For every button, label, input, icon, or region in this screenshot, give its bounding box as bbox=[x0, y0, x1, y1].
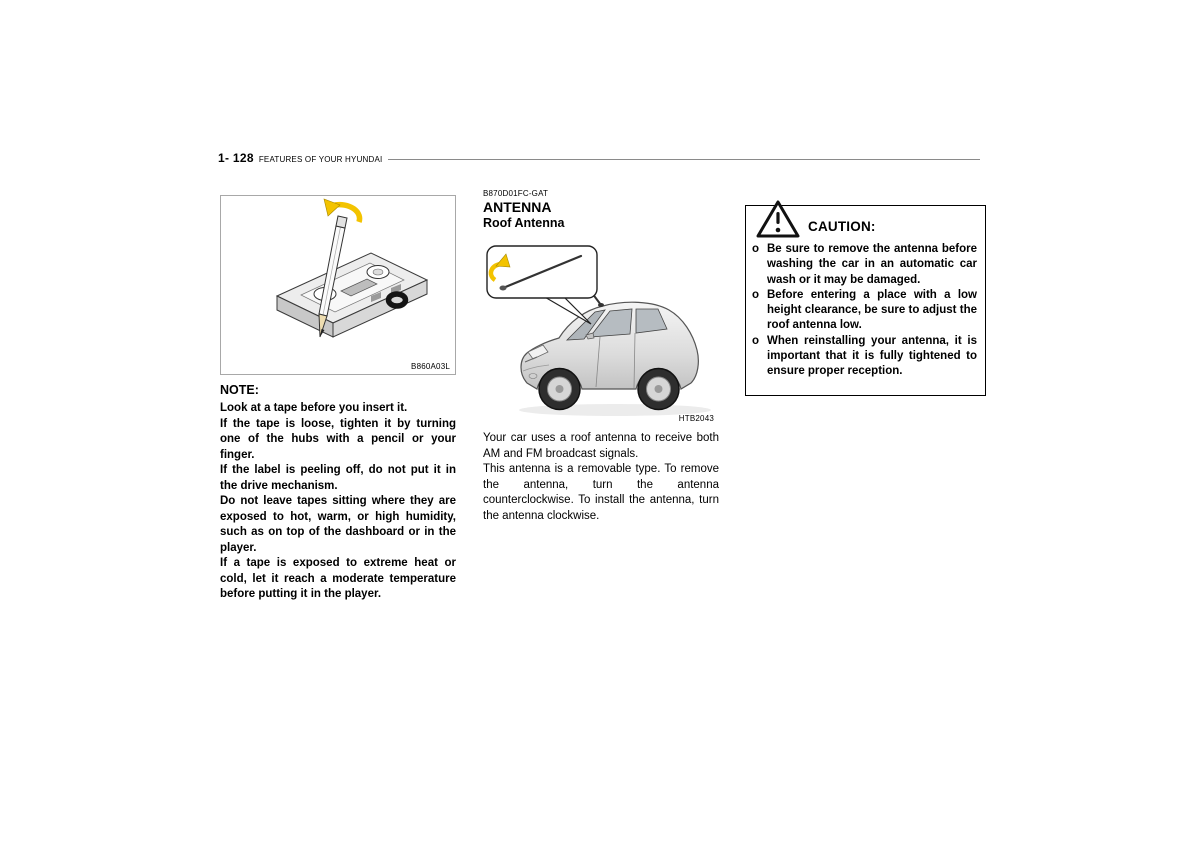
note-block bbox=[220, 383, 456, 603]
caution-item-text: Be sure to remove the antenna before washing the car in an automatic car wash or it may be damaged. bbox=[767, 243, 977, 286]
caution-header bbox=[752, 212, 977, 240]
section-subheading: Roof Antenna bbox=[483, 216, 565, 230]
figure-label: B860A03L bbox=[411, 362, 450, 371]
warning-triangle-icon bbox=[756, 199, 800, 239]
body-paragraph: This antenna is a removable type. To remove the antenna, turn the antenna counterclockwise. To install the antenna, turn the antenna clockwise. bbox=[483, 463, 719, 522]
caution-bullet: o bbox=[752, 288, 760, 301]
note-line: Do not leave tapes sitting where they are exposed to hot, warm, or high humidity, such as on top of the dashboard or in the player. bbox=[220, 495, 456, 554]
caution-bullet: o bbox=[752, 334, 760, 347]
header-rule bbox=[388, 159, 980, 160]
section-code: B870D01FC-GAT bbox=[483, 189, 549, 198]
car-illustration bbox=[483, 240, 717, 426]
caution-box bbox=[745, 205, 986, 396]
body-paragraph: Your car uses a roof antenna to receive both AM and FM broadcast signals. bbox=[483, 432, 719, 460]
caution-title: CAUTION: bbox=[808, 219, 876, 234]
section-title: FEATURES OF YOUR HYUNDAI bbox=[258, 154, 383, 164]
antenna-body-text bbox=[483, 431, 719, 524]
caution-item-text: When reinstalling your antenna, it is important that it is fully tightened to ensure proper reception. bbox=[767, 334, 977, 378]
page-number: 1- 128 bbox=[218, 151, 254, 165]
antenna-callout bbox=[487, 246, 597, 324]
section-heading: ANTENNA bbox=[483, 199, 552, 215]
caution-item bbox=[752, 242, 977, 288]
car-figure bbox=[483, 240, 719, 426]
note-heading: NOTE: bbox=[220, 383, 259, 397]
caution-item bbox=[752, 334, 977, 380]
caution-item bbox=[752, 288, 977, 334]
note-line: If the label is peeling off, do not put it in the drive mechanism. bbox=[220, 464, 456, 492]
caution-bullet: o bbox=[752, 243, 760, 255]
note-line: Look at a tape before you insert it. bbox=[220, 402, 408, 414]
figure-label: HTB2043 bbox=[678, 414, 714, 423]
antenna-section-head bbox=[483, 189, 723, 231]
note-line: If a tape is exposed to extreme heat or cold, let it reach a moderate temperature before putting it in the player. bbox=[220, 557, 456, 600]
note-text bbox=[220, 401, 456, 603]
note-line: If the tape is loose, tighten it by turning one of the hubs with a pencil or your finger. bbox=[220, 417, 456, 461]
caution-item-text: Before entering a place with a low height clearance, be sure to adjust the roof antenna low. bbox=[767, 288, 977, 332]
page-header bbox=[218, 151, 980, 165]
cassette-illustration bbox=[221, 196, 455, 374]
caution-items bbox=[752, 242, 977, 380]
cassette-figure bbox=[220, 195, 456, 375]
